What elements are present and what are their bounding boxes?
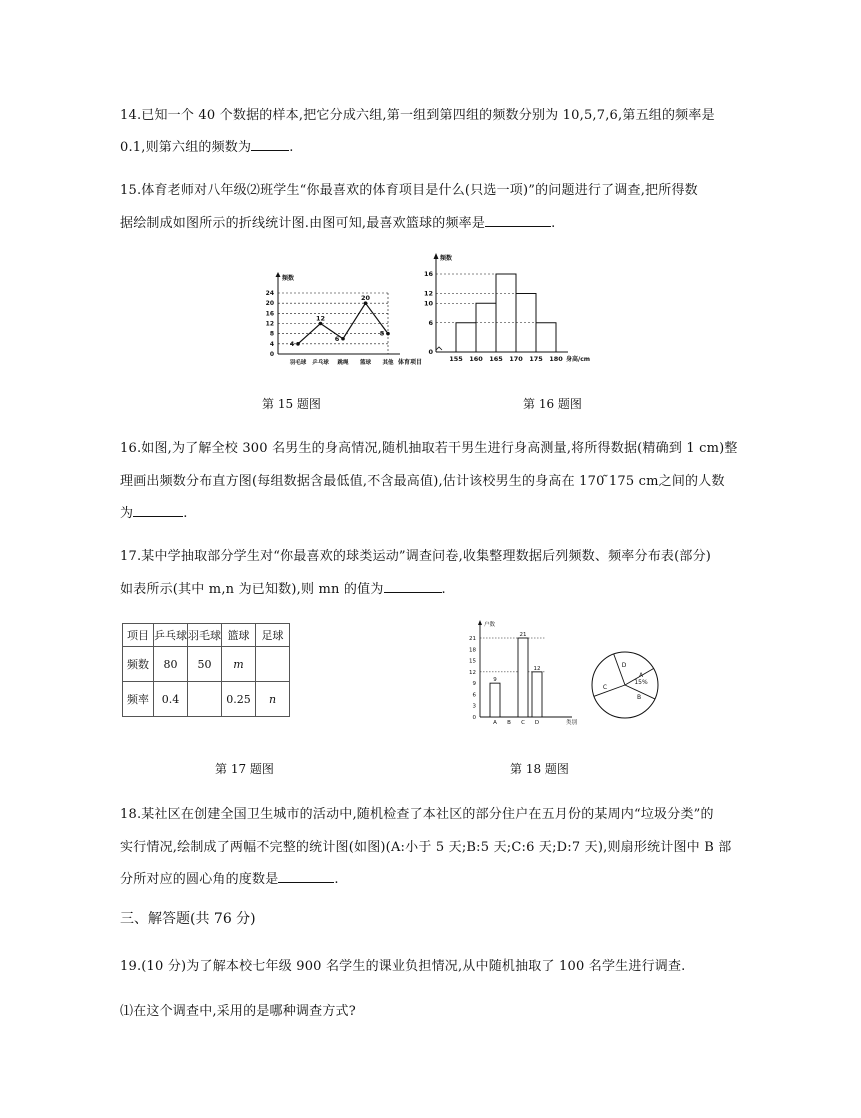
- table-cell: 0.4: [154, 682, 188, 717]
- table-cell: n: [256, 682, 290, 717]
- answer-blank-16[interactable]: [133, 504, 183, 517]
- x-tick-label: B: [507, 720, 511, 726]
- x-tick-label: 165: [489, 355, 503, 363]
- x-tick-label: 160: [469, 355, 483, 363]
- q18-line1: 18.某社区在创建全国卫生城市的活动中,随机检查了本社区的部分住户在五月份的某周内“垃圾分类”的: [120, 807, 714, 822]
- y-tick-label: 0: [428, 348, 433, 356]
- fig17-caption: 第 17 题图: [215, 762, 274, 776]
- y-tick-label: 24: [265, 290, 274, 297]
- q18-line2: 实行情况,绘制成了两幅不完整的统计图(如图)(A:小于 5 天;B:5 天;C:6 天;D:7 天),则扇形统计图中 B 部: [120, 840, 732, 855]
- x-tick-label: 乒乓球: [312, 360, 329, 366]
- histogram-bar: [536, 323, 556, 352]
- data-label: 9: [493, 677, 497, 684]
- x-tick-label: 羽毛球: [289, 360, 307, 366]
- x-tick-label: 170: [509, 355, 523, 363]
- table-cell: 频率: [123, 682, 154, 717]
- table-row: [123, 647, 290, 682]
- answer-blank-18[interactable]: [278, 870, 334, 883]
- y-tick-label: 12: [469, 669, 476, 676]
- y-axis-arrow: [276, 272, 281, 277]
- y-tick-label: 9: [472, 681, 476, 688]
- x-tick-label: C: [521, 720, 525, 726]
- pie-slice-label: B: [636, 694, 642, 701]
- q14-line1: 14.已知一个 40 个数据的样本,把它分成六组,第一组到第四组的频数分别为 10,5,7,6,第五组的频率是: [120, 108, 715, 123]
- x-tick-label: D: [534, 720, 540, 726]
- axis-break: [436, 347, 442, 350]
- bar: [490, 683, 500, 717]
- table-cell: 篮球: [222, 624, 256, 647]
- fig15-line-chart: [258, 265, 438, 375]
- y-tick-label: 16: [265, 310, 274, 318]
- y-tick-label: 18: [469, 647, 476, 654]
- x-tick-label: A: [493, 720, 497, 726]
- y-tick-label: 15: [469, 658, 476, 665]
- fig15-caption: 第 15 题图: [262, 397, 321, 411]
- x-axis-label: 类别: [566, 720, 578, 726]
- x-tick-label: 155: [449, 355, 463, 363]
- y-tick-label: 12: [423, 289, 433, 298]
- y-tick-label: 0: [269, 351, 274, 358]
- pie-slice-label: C: [602, 684, 608, 691]
- q19-sub1: ⑴在这个调查中,采用的是哪种调查方式?: [120, 1004, 356, 1019]
- y-axis-label: 频数: [282, 275, 295, 282]
- data-label: 8: [379, 329, 385, 338]
- table-cell: [188, 682, 222, 717]
- data-label: 12: [315, 314, 326, 323]
- table-cell: 0.25: [222, 682, 256, 717]
- q15-line1: 15.体育老师对八年级⑵班学生“你最喜欢的体育项目是什么(只选一项)”的问题进行了调查,把所得数: [120, 183, 698, 198]
- bar: [532, 672, 542, 717]
- y-axis-arrow: [434, 253, 439, 259]
- q17-line2: 如表所示(其中 m,n 为已知数),则 mn 的值为 .: [120, 582, 446, 597]
- fig16-histogram: [418, 250, 593, 370]
- data-label: 12: [533, 665, 541, 672]
- data-label: 6: [334, 334, 340, 343]
- table-row: [123, 624, 290, 647]
- table-row: [123, 682, 290, 717]
- table-cell: 羽毛球: [188, 624, 222, 647]
- q16-line2: 理画出频数分布直方图(每组数据含最低值,不含最高值),估计该校男生的身高在 170 ̃175 cm之间的人数: [120, 474, 725, 489]
- y-tick-label: 3: [472, 703, 476, 710]
- table-cell: 足球: [256, 624, 290, 647]
- y-tick-label: 4: [269, 340, 274, 348]
- pie-annotation: 15%: [634, 679, 648, 686]
- y-tick-label: 6: [472, 692, 476, 699]
- data-point: [341, 337, 345, 341]
- data-label: 21: [519, 632, 527, 638]
- x-tick-label: 篮球: [359, 360, 372, 366]
- q14-line2: 0.1,则第六组的频数为 .: [120, 140, 294, 155]
- data-point: [296, 342, 300, 346]
- answer-blank-17[interactable]: [384, 580, 442, 593]
- q14-line2-text: 0.1,则第六组的频数为: [120, 140, 252, 155]
- x-axis-label: 身高/cm: [566, 356, 591, 363]
- data-label: 4: [289, 339, 295, 348]
- table-cell: 50: [188, 647, 222, 682]
- bar: [518, 638, 528, 717]
- histogram-bar: [496, 274, 516, 352]
- table-cell: 项目: [123, 624, 154, 647]
- q17-line1: 17.某中学抽取部分学生对“你最喜欢的球类运动”调查问卷,收集整理数据后列频数、频率分布表(部分): [120, 549, 712, 564]
- fig16-caption: 第 16 题图: [523, 397, 582, 411]
- q15-line2: 据绘制成如图所示的折线统计图.由图可知,最喜欢篮球的频率是 .: [120, 216, 556, 231]
- y-tick-label: 6: [428, 318, 433, 327]
- x-tick-label: 180: [549, 355, 563, 363]
- table-cell: 80: [154, 647, 188, 682]
- y-tick-label: 16: [423, 270, 433, 278]
- fig18-caption: 第 18 题图: [510, 762, 569, 776]
- q19-line1: 19.(10 分)为了解本校七年级 900 名学生的课业负担情况,从中随机抽取了 100 名学生进行调查.: [120, 959, 686, 974]
- y-tick-label: 12: [265, 320, 274, 328]
- x-tick-label: 跳绳: [337, 360, 349, 366]
- data-label: 20: [360, 294, 371, 303]
- y-tick-label: 10: [423, 299, 433, 308]
- y-tick-label: 0: [472, 715, 476, 721]
- fig18-pie-chart: [588, 648, 663, 723]
- fig18-bar-chart: [462, 618, 587, 733]
- y-tick-label: 8: [269, 330, 274, 338]
- answer-blank-15[interactable]: [485, 214, 551, 227]
- x-tick-label: 其他: [382, 360, 394, 366]
- q18-line3: 分所对应的圆心角的度数是 .: [120, 872, 339, 887]
- y-tick-label: 21: [469, 636, 476, 642]
- table-cell: 乒乓球: [154, 624, 188, 647]
- data-point: [386, 332, 390, 336]
- pie-slice-label: D: [621, 662, 627, 669]
- x-axis-label: 体育项目: [398, 359, 423, 366]
- y-axis-label: 频数: [440, 255, 453, 262]
- q16-line3: 为 .: [120, 506, 188, 521]
- table-cell: [256, 647, 290, 682]
- x-tick-label: 175: [529, 355, 543, 363]
- section-heading: 三、解答题(共 76 分): [120, 911, 256, 927]
- y-axis-label: 户数: [484, 622, 496, 628]
- frequency-table: [122, 623, 290, 717]
- y-axis-arrow: [478, 620, 482, 625]
- answer-blank-14[interactable]: [251, 138, 289, 151]
- histogram-bar: [476, 303, 496, 352]
- histogram-bar: [456, 323, 476, 352]
- q16-line1: 16.如图,为了解全校 300 名男生的身高情况,随机抽取若干男生进行身高测量,将所得数据(精确到 1 cm)整: [120, 441, 738, 456]
- table-cell: 频数: [123, 647, 154, 682]
- table-cell: m: [222, 647, 256, 682]
- pie-slice-label: A: [638, 672, 644, 679]
- y-tick-label: 20: [265, 300, 274, 308]
